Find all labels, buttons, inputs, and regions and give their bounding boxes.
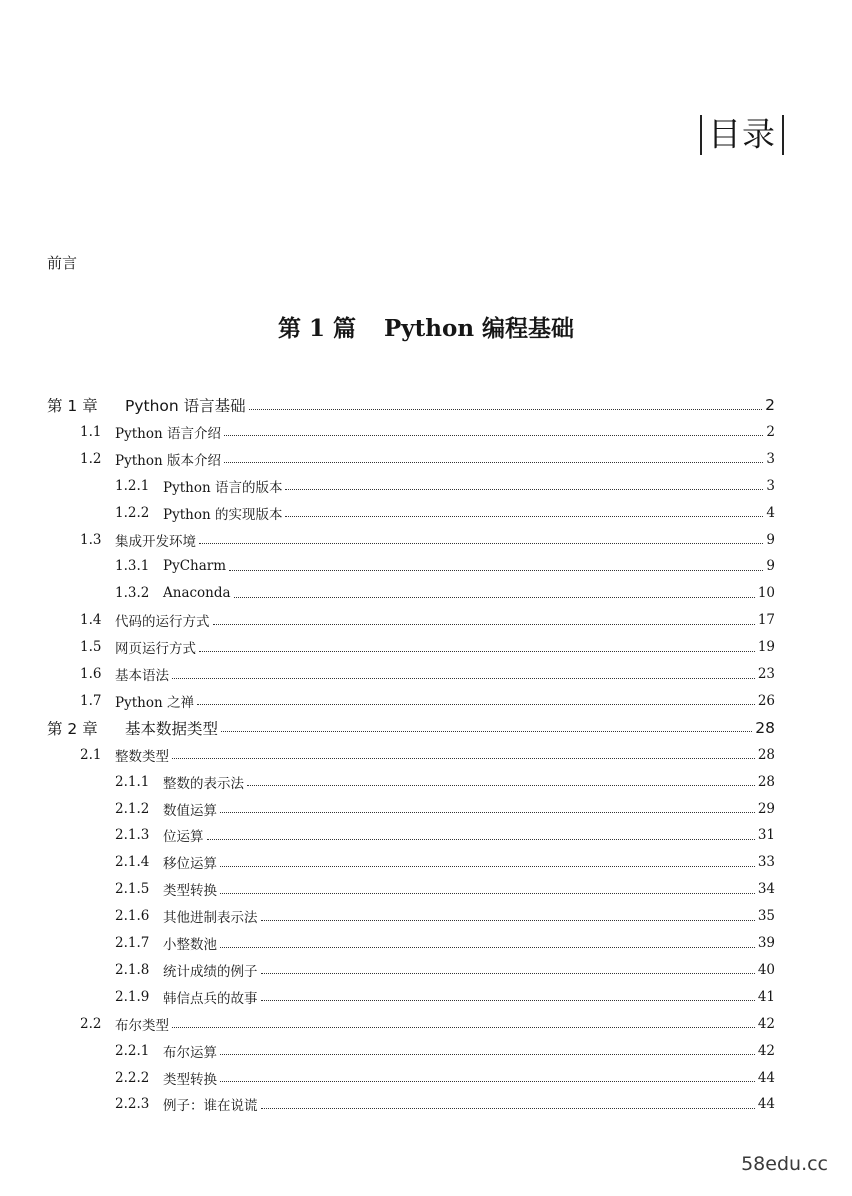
toc-entry-title: Python 语言介绍 xyxy=(115,425,221,442)
toc-entry-title: 基本数据类型 xyxy=(125,719,219,738)
toc-chapter-row[interactable] xyxy=(0,392,852,418)
toc-entry-title: Python 的实现版本 xyxy=(163,506,283,523)
toc-entry-number: 1.1 xyxy=(80,423,102,440)
toc-entry-number: 2.2 xyxy=(80,1015,102,1032)
toc-entry-page: 23 xyxy=(757,666,775,682)
toc-entry-page: 3 xyxy=(766,450,775,467)
toc-entry-number: 2.1 xyxy=(80,746,102,763)
dot-leader xyxy=(261,1000,755,1001)
dot-leader xyxy=(199,543,763,544)
dot-leader xyxy=(172,1027,755,1028)
toc-entry-title: Python 版本介绍 xyxy=(115,452,221,469)
toc-entry-page: 9 xyxy=(766,558,775,575)
toc-entry-number: 2.1.8 xyxy=(115,961,150,978)
watermark: 58edu.cc xyxy=(741,1153,828,1175)
toc-entry-number: 1.4 xyxy=(80,612,102,629)
toc-section-row[interactable] xyxy=(0,473,852,499)
toc-entry-page: 28 xyxy=(757,773,775,790)
toc-entry-title: Anaconda xyxy=(163,585,231,602)
toc-entry-title: Python 语言基础 xyxy=(125,397,246,415)
dot-leader xyxy=(172,758,755,759)
toc-entry-title: 网页运行方式 xyxy=(115,641,196,658)
dot-leader xyxy=(221,731,752,732)
toc-entry-title: 基本语法 xyxy=(115,668,169,684)
toc-section-row[interactable] xyxy=(0,957,852,983)
dot-leader xyxy=(285,516,763,517)
toc-entry-number: 2.2.1 xyxy=(115,1042,150,1059)
toc-entry-page: 42 xyxy=(757,1015,775,1032)
toc-entry-number: 1.3.2 xyxy=(115,585,150,602)
toc-entry-title: 代码的运行方式 xyxy=(115,614,210,631)
toc-heading xyxy=(0,110,790,156)
dot-leader xyxy=(220,812,755,813)
toc-entry-page: 3 xyxy=(766,477,775,494)
dot-leader xyxy=(213,624,755,625)
dot-leader xyxy=(261,973,755,974)
toc-section-row[interactable] xyxy=(0,580,852,606)
toc-entry-page: 44 xyxy=(757,1069,775,1086)
toc-entry-number: 第 1 章 xyxy=(47,397,98,415)
toc-heading-text: 目录 xyxy=(708,114,776,154)
toc-entry-number: 2.2.3 xyxy=(115,1096,150,1113)
dot-leader xyxy=(220,866,755,867)
dot-leader xyxy=(261,920,755,921)
toc-entry-page: 4 xyxy=(766,504,775,521)
toc-entry-title: 整数的表示法 xyxy=(163,775,244,792)
toc-section-row[interactable] xyxy=(0,661,852,687)
toc-entry-page: 31 xyxy=(757,827,775,844)
toc-section-row[interactable] xyxy=(0,446,852,472)
toc-section-row[interactable] xyxy=(0,984,852,1010)
toc-entry-number: 2.1.4 xyxy=(115,854,150,871)
toc-entry-title: 其他进制表示法 xyxy=(163,910,258,927)
dot-leader xyxy=(172,678,755,679)
toc-entry-number: 2.2.2 xyxy=(115,1069,150,1086)
toc-entry-page: 33 xyxy=(757,854,775,871)
part-number: 第 1 篇 xyxy=(277,315,356,342)
toc-entry-title: 类型转换 xyxy=(163,883,217,900)
heading-left-bar xyxy=(700,115,702,155)
toc-entry-number: 2.1.9 xyxy=(115,988,150,1005)
toc-entry-title: PyCharm xyxy=(163,558,227,575)
toc-entry-number: 1.7 xyxy=(80,692,102,709)
toc-entry-page: 40 xyxy=(757,961,775,978)
dot-leader xyxy=(285,489,763,490)
toc-entry-page: 2 xyxy=(766,423,775,440)
toc-entry-title: 统计成绩的例子 xyxy=(163,963,258,980)
preface-entry[interactable]: 前言 xyxy=(47,254,78,272)
toc-entry-page: 41 xyxy=(757,988,775,1005)
toc-entry-page: 29 xyxy=(757,800,775,817)
toc-entry-page: 10 xyxy=(757,585,775,602)
toc-entry-page: 42 xyxy=(757,1042,775,1059)
toc-entry-page: 34 xyxy=(757,881,775,898)
toc-entry-title: 位运算 xyxy=(163,829,204,846)
toc-entry-page: 28 xyxy=(757,746,775,763)
heading-right-bar xyxy=(782,115,784,155)
toc-entry-title: 数值运算 xyxy=(163,802,217,819)
toc-section-row[interactable] xyxy=(0,607,852,633)
toc-entry-title: 例子：谁在说谎 xyxy=(163,1098,258,1115)
toc-entry-title: 小整数池 xyxy=(163,937,217,953)
part-name: Python 编程基础 xyxy=(383,315,575,342)
dot-leader xyxy=(220,1054,755,1055)
toc-section-row[interactable] xyxy=(0,500,852,526)
toc-section-row[interactable] xyxy=(0,527,852,553)
toc-section-row[interactable] xyxy=(0,419,852,445)
toc-entry-title: 布尔运算 xyxy=(163,1044,217,1061)
toc-entry-number: 1.3.1 xyxy=(115,558,150,575)
toc-entry-number: 1.6 xyxy=(80,666,102,682)
dot-leader xyxy=(199,651,755,652)
toc-section-row[interactable] xyxy=(0,553,852,579)
toc-section-row[interactable] xyxy=(0,1091,852,1117)
toc-entry-page: 19 xyxy=(757,639,775,656)
dot-leader xyxy=(220,947,755,948)
toc-section-row[interactable] xyxy=(0,930,852,956)
toc-entry-number: 1.2.2 xyxy=(115,504,150,521)
toc-entry-title: 布尔类型 xyxy=(115,1017,169,1034)
toc-section-row[interactable] xyxy=(0,849,852,875)
toc-entry-number: 1.2 xyxy=(80,450,102,467)
toc-entry-number: 2.1.7 xyxy=(115,935,150,951)
toc-entry-number: 1.3 xyxy=(80,531,102,548)
toc-entry-number: 2.1.6 xyxy=(115,908,150,925)
toc-section-row[interactable] xyxy=(0,1038,852,1064)
dot-leader xyxy=(197,704,755,705)
dot-leader xyxy=(234,597,755,598)
toc-entry-title: 类型转换 xyxy=(163,1071,217,1088)
toc-entry-title: 整数类型 xyxy=(115,748,169,765)
toc-entry-page: 44 xyxy=(757,1096,775,1113)
toc-section-row[interactable] xyxy=(0,796,852,822)
toc-section-row[interactable] xyxy=(0,634,852,660)
toc-entry-page: 9 xyxy=(766,531,775,548)
toc-section-row[interactable] xyxy=(0,769,852,795)
toc-entry-title: Python 之禅 xyxy=(115,694,194,711)
toc-entry-number: 2.1.1 xyxy=(115,773,150,790)
dot-leader xyxy=(229,570,763,571)
toc-section-row[interactable] xyxy=(0,903,852,929)
dot-leader xyxy=(207,839,755,840)
part-title xyxy=(0,312,852,346)
toc-section-row[interactable] xyxy=(0,876,852,902)
toc-entry-title: 韩信点兵的故事 xyxy=(163,990,258,1007)
dot-leader xyxy=(220,893,755,894)
toc-entry-number: 1.2.1 xyxy=(115,477,150,494)
toc-section-row[interactable] xyxy=(0,1065,852,1091)
toc-entry-page: 35 xyxy=(757,908,775,925)
toc-chapter-row[interactable] xyxy=(0,715,852,741)
toc-entry-page: 39 xyxy=(757,935,775,951)
toc-entry-page: 28 xyxy=(755,718,775,737)
toc-entry-page: 26 xyxy=(757,692,775,709)
dot-leader xyxy=(220,1081,755,1082)
toc-section-row[interactable] xyxy=(0,1011,852,1037)
toc-section-row[interactable] xyxy=(0,742,852,768)
toc-section-row[interactable] xyxy=(0,822,852,848)
toc-entry-number: 2.1.5 xyxy=(115,881,150,898)
toc-entry-title: Python 语言的版本 xyxy=(163,479,283,496)
toc-entry-number: 第 2 章 xyxy=(47,719,98,738)
toc-entry-page: 17 xyxy=(757,612,775,629)
toc-entry-page: 2 xyxy=(765,396,775,414)
dot-leader xyxy=(247,785,755,786)
toc-entry-title: 移位运算 xyxy=(163,856,217,873)
dot-leader xyxy=(261,1108,755,1109)
toc-entry-number: 1.5 xyxy=(80,639,102,656)
toc-entry-number: 2.1.3 xyxy=(115,827,150,844)
dot-leader xyxy=(249,409,762,410)
dot-leader xyxy=(224,435,763,436)
dot-leader xyxy=(224,462,763,463)
toc-entry-number: 2.1.2 xyxy=(115,800,150,817)
toc-entry-title: 集成开发环境 xyxy=(115,533,196,550)
toc-section-row[interactable] xyxy=(0,688,852,714)
